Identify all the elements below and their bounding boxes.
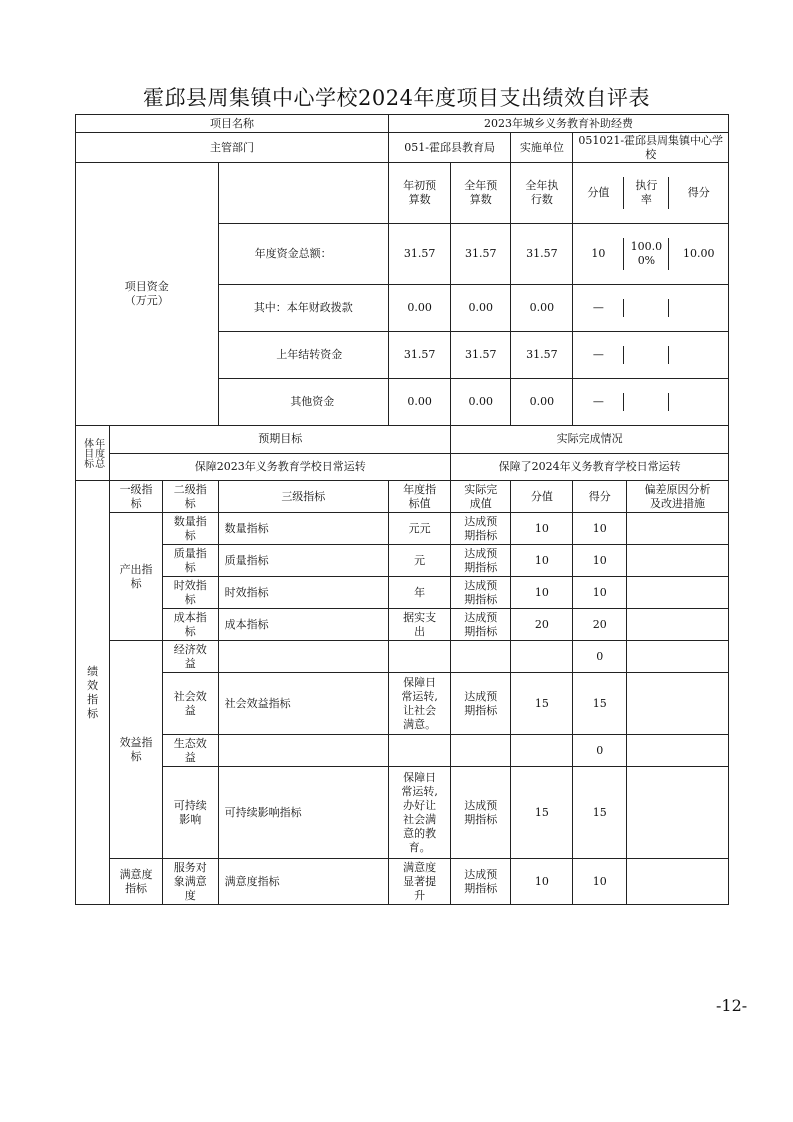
row-level2: 服务对 象满意 度 — [162, 859, 218, 905]
funds-row-c: 31.57 — [511, 332, 573, 379]
goals-content-row — [76, 453, 729, 481]
project-name-label: 项目名称 — [76, 115, 389, 133]
row-level2: 可持续 影响 — [162, 767, 218, 859]
funds-row-score-value: — — [573, 299, 624, 317]
row-score: 10 — [573, 859, 627, 905]
row-score-value — [511, 735, 573, 767]
row-score: 0 — [573, 641, 627, 673]
funds-row-score: 10.00 — [682, 247, 715, 260]
row-analysis — [627, 767, 729, 859]
funds-row-b: 31.57 — [451, 332, 511, 379]
funds-row-score-group — [573, 285, 729, 332]
group-satisfaction: 满意度 指标 — [110, 859, 163, 905]
header-score: 得分 — [573, 481, 627, 513]
indicator-header-row — [76, 481, 729, 513]
header-actual: 实际完 成值 — [451, 481, 511, 513]
row-level2: 时效指 标 — [162, 577, 218, 609]
funds-row-b: 0.00 — [451, 379, 511, 426]
table-row — [76, 735, 729, 767]
row-actual: 达成预 期指标 — [451, 859, 511, 905]
row-level3: 成本指标 — [218, 609, 388, 641]
row-actual — [451, 641, 511, 673]
funds-row-c: 31.57 — [511, 224, 573, 285]
table-row — [76, 641, 729, 673]
row-level2: 经济效 益 — [162, 641, 218, 673]
project-name-row — [76, 115, 729, 133]
row-level2: 生态效 益 — [162, 735, 218, 767]
funds-header-score-exec — [573, 163, 729, 224]
goals-header-row — [76, 426, 729, 454]
row-score-value — [511, 641, 573, 673]
row-analysis — [627, 577, 729, 609]
funds-row-rate: 100.0 0% — [624, 238, 669, 270]
group-output: 产出指 标 — [110, 513, 163, 641]
dept-label: 主管部门 — [76, 133, 389, 163]
funds-row-rate — [624, 393, 669, 411]
header-analysis: 偏差原因分析 及改进措施 — [627, 481, 729, 513]
funds-row-rate — [624, 299, 669, 317]
row-level3: 可持续影响指标 — [218, 767, 388, 859]
row-level3: 时效指标 — [218, 577, 388, 609]
goals-side-label — [76, 426, 110, 481]
row-score-value: 10 — [511, 513, 573, 545]
funds-row-a: 31.57 — [389, 224, 451, 285]
funds-row-score-value: 10 — [573, 238, 624, 270]
funds-header-score: 得分 — [687, 186, 710, 199]
row-actual: 达成预 期指标 — [451, 767, 511, 859]
group-benefit: 效益指 标 — [110, 641, 163, 859]
row-level2: 数量指 标 — [162, 513, 218, 545]
row-target: 满意度 显著提 升 — [389, 859, 451, 905]
funds-row-b: 31.57 — [451, 224, 511, 285]
funds-row-c: 0.00 — [511, 379, 573, 426]
row-score-value: 10 — [511, 545, 573, 577]
row-target: 保障日 常运转, 办好让 社会满 意的教 育。 — [389, 767, 451, 859]
table-row — [76, 859, 729, 905]
row-target: 元 — [389, 545, 451, 577]
funds-row-score-group — [573, 332, 729, 379]
header-level2: 二级指 标 — [162, 481, 218, 513]
goals-expected-label: 预期目标 — [110, 426, 451, 454]
funds-row-rate — [624, 346, 669, 364]
row-target: 据实支 出 — [389, 609, 451, 641]
impl-label: 实施单位 — [511, 133, 573, 163]
funds-row-score-value: — — [573, 393, 624, 411]
row-analysis — [627, 735, 729, 767]
funds-row-label: 上年结转资金 — [218, 332, 388, 379]
funds-header-score-value: 分值 — [573, 177, 624, 209]
funds-header-full: 全年预 算数 — [451, 163, 511, 224]
funds-row-label: 其他资金 — [218, 379, 388, 426]
goals-actual-value: 保障了2024年义务教育学校日常运转 — [451, 453, 729, 481]
row-actual: 达成预 期指标 — [451, 513, 511, 545]
funds-row-a: 31.57 — [389, 332, 451, 379]
funds-label: 项目资金 （万元） — [76, 163, 219, 426]
row-analysis — [627, 641, 729, 673]
row-score: 10 — [573, 513, 627, 545]
row-level3 — [218, 735, 388, 767]
row-actual: 达成预 期指标 — [451, 545, 511, 577]
row-level3 — [218, 641, 388, 673]
department-row — [76, 133, 729, 163]
performance-table — [75, 114, 729, 905]
funds-row-score — [669, 346, 728, 364]
table-row — [76, 673, 729, 735]
row-score: 15 — [573, 673, 627, 735]
row-level3: 数量指标 — [218, 513, 388, 545]
header-level3: 三级指标 — [218, 481, 388, 513]
row-level2: 质量指 标 — [162, 545, 218, 577]
row-score-value: 15 — [511, 767, 573, 859]
row-level2: 社会效 益 — [162, 673, 218, 735]
table-row — [76, 767, 729, 859]
header-score-value: 分值 — [511, 481, 573, 513]
funds-row-score-group — [573, 224, 729, 285]
header-target: 年度指 标值 — [389, 481, 451, 513]
funds-header-exec: 全年执 行数 — [511, 163, 573, 224]
goals-actual-label: 实际完成情况 — [451, 426, 729, 454]
funds-row-label: 其中：本年财政拨款 — [218, 285, 388, 332]
row-score-value: 10 — [511, 859, 573, 905]
row-analysis — [627, 609, 729, 641]
row-score: 10 — [573, 545, 627, 577]
row-score-value: 10 — [511, 577, 573, 609]
table-row — [76, 609, 729, 641]
row-actual — [451, 735, 511, 767]
row-score-value: 20 — [511, 609, 573, 641]
funds-row-score — [669, 393, 728, 411]
funds-row-a: 0.00 — [389, 379, 451, 426]
funds-row-score-value: — — [573, 346, 624, 364]
table-row — [76, 513, 729, 545]
page-number: -12- — [716, 996, 748, 1015]
row-level3: 社会效益指标 — [218, 673, 388, 735]
row-analysis — [627, 859, 729, 905]
project-name-value: 2023年城乡义务教育补助经费 — [389, 115, 729, 133]
table-row — [76, 577, 729, 609]
row-target — [389, 641, 451, 673]
row-score-value: 15 — [511, 673, 573, 735]
row-target: 保障日 常运转, 让社会 满意。 — [389, 673, 451, 735]
row-target: 元元 — [389, 513, 451, 545]
row-score: 20 — [573, 609, 627, 641]
funds-header-empty — [218, 163, 388, 224]
row-analysis — [627, 673, 729, 735]
funds-row-c: 0.00 — [511, 285, 573, 332]
row-actual: 达成预 期指标 — [451, 673, 511, 735]
funds-row-label: 年度资金总额： — [218, 224, 388, 285]
row-actual: 达成预 期指标 — [451, 609, 511, 641]
row-score: 15 — [573, 767, 627, 859]
row-level2: 成本指 标 — [162, 609, 218, 641]
goals-side-text: 年度总体目标 — [81, 438, 104, 468]
header-level1: 一级指 标 — [110, 481, 163, 513]
row-score: 0 — [573, 735, 627, 767]
dept-value: 051-霍邱县教育局 — [389, 133, 511, 163]
page-title: 霍邱县周集镇中心学校2024年度项目支出绩效自评表 — [143, 86, 650, 110]
funds-row-b: 0.00 — [451, 285, 511, 332]
funds-row-score-group — [573, 379, 729, 426]
funds-header-row — [76, 163, 729, 224]
funds-row-score — [669, 299, 728, 317]
indicators-side-label: 绩 效 指 标 — [76, 481, 110, 905]
funds-row-a: 0.00 — [389, 285, 451, 332]
row-score: 10 — [573, 577, 627, 609]
row-level3: 满意度指标 — [218, 859, 388, 905]
row-target: 年 — [389, 577, 451, 609]
row-target — [389, 735, 451, 767]
row-analysis — [627, 513, 729, 545]
row-level3: 质量指标 — [218, 545, 388, 577]
row-actual: 达成预 期指标 — [451, 577, 511, 609]
row-analysis — [627, 545, 729, 577]
funds-header-rate: 执行 率 — [624, 177, 669, 209]
funds-header-initial: 年初预 算数 — [389, 163, 451, 224]
goals-expected-value: 保障2023年义务教育学校日常运转 — [110, 453, 451, 481]
impl-value: 051021-霍邱县周集镇中心学校 — [573, 133, 729, 163]
table-row — [76, 545, 729, 577]
